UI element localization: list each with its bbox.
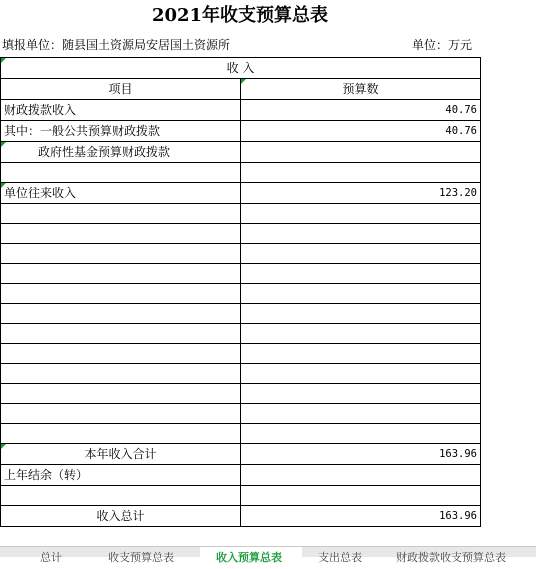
- table-row: [1, 444, 481, 465]
- row-label-cell[interactable]: [1, 244, 241, 264]
- row-label-cell[interactable]: [1, 364, 241, 384]
- table-row: [1, 100, 481, 121]
- table-row: [1, 121, 481, 142]
- row-label-cell[interactable]: [1, 344, 241, 364]
- row-value-cell[interactable]: [241, 284, 481, 304]
- row-value-cell[interactable]: [241, 304, 481, 324]
- table-row: [1, 404, 481, 424]
- sheet-tab-fiscal-budget[interactable]: 财政拨款收支预算总表: [396, 551, 506, 564]
- table-row: [1, 244, 481, 264]
- row-label-cell[interactable]: 单位往来收入: [1, 183, 241, 204]
- row-value-cell[interactable]: 40.76: [241, 121, 481, 142]
- section-header-row: [1, 58, 481, 79]
- row-label-cell[interactable]: [1, 384, 241, 404]
- table-row: [1, 324, 481, 344]
- row-label-cell[interactable]: [1, 404, 241, 424]
- table-row: [1, 284, 481, 304]
- column-header-row: [1, 79, 481, 100]
- row-label-cell[interactable]: 政府性基金预算财政拨款: [1, 142, 241, 163]
- row-value-cell[interactable]: [241, 465, 481, 486]
- row-value-cell[interactable]: [241, 142, 481, 163]
- row-label-cell[interactable]: [1, 284, 241, 304]
- row-value-cell[interactable]: [241, 384, 481, 404]
- section-header-cell[interactable]: 收 入: [1, 58, 481, 79]
- sheet-tab-expense-summary[interactable]: 支出总表: [318, 551, 362, 564]
- row-label-cell[interactable]: 其中：一般公共预算财政拨款: [1, 121, 241, 142]
- table-row: [1, 384, 481, 404]
- row-label-cell[interactable]: [1, 224, 241, 244]
- column-header-item[interactable]: 项目: [1, 79, 241, 100]
- table-row: [1, 424, 481, 444]
- row-value-cell[interactable]: [241, 204, 481, 224]
- row-value-cell[interactable]: [241, 324, 481, 344]
- unit-label: 单位：万元: [412, 38, 473, 52]
- row-label-cell[interactable]: [1, 324, 241, 344]
- table-row: [1, 264, 481, 284]
- table-row: [1, 486, 481, 506]
- row-value-cell[interactable]: [241, 163, 481, 183]
- row-label-cell[interactable]: [1, 424, 241, 444]
- table-row: [1, 163, 481, 183]
- table-row: [1, 204, 481, 224]
- sheet-tab-total[interactable]: 总计: [40, 551, 62, 564]
- row-value-cell[interactable]: [241, 224, 481, 244]
- row-label-cell[interactable]: [1, 264, 241, 284]
- row-value-cell[interactable]: [241, 404, 481, 424]
- row-label-cell[interactable]: [1, 304, 241, 324]
- table-row: [1, 183, 481, 204]
- row-label-cell[interactable]: 收入总计: [1, 506, 241, 527]
- row-value-cell[interactable]: 123.20: [241, 183, 481, 204]
- table-row: [1, 364, 481, 384]
- table-row: [1, 304, 481, 324]
- row-value-cell[interactable]: [241, 264, 481, 284]
- table-row: [1, 142, 481, 163]
- row-label-cell[interactable]: 财政拨款收入: [1, 100, 241, 121]
- table-row: [1, 344, 481, 364]
- row-value-cell[interactable]: [241, 344, 481, 364]
- row-label-cell[interactable]: [1, 486, 241, 506]
- table-row: [1, 465, 481, 486]
- row-label-cell[interactable]: 上年结余（转）: [1, 465, 241, 486]
- row-label-cell[interactable]: [1, 163, 241, 183]
- sheet-tab-budget-summary[interactable]: 收支预算总表: [108, 551, 174, 564]
- column-header-budget[interactable]: 预算数: [241, 79, 481, 100]
- row-label-cell[interactable]: 本年收入合计: [1, 444, 241, 465]
- sheet-tab-income-summary[interactable]: 收入预算总表: [200, 547, 302, 557]
- row-value-cell[interactable]: 163.96: [241, 444, 481, 465]
- row-value-cell[interactable]: [241, 244, 481, 264]
- table-row: [1, 224, 481, 244]
- report-title: 2021年收支预算总表: [151, 5, 329, 26]
- budget-table: [0, 57, 481, 527]
- row-value-cell[interactable]: [241, 424, 481, 444]
- sheet-tab-bar: [0, 546, 536, 564]
- row-value-cell[interactable]: [241, 364, 481, 384]
- row-value-cell[interactable]: 40.76: [241, 100, 481, 121]
- row-value-cell[interactable]: [241, 486, 481, 506]
- row-value-cell[interactable]: 163.96: [241, 506, 481, 527]
- row-label-cell[interactable]: [1, 204, 241, 224]
- reporting-unit: 填报单位：随县国土资源局安居国土资源所: [2, 38, 231, 52]
- table-row: [1, 506, 481, 527]
